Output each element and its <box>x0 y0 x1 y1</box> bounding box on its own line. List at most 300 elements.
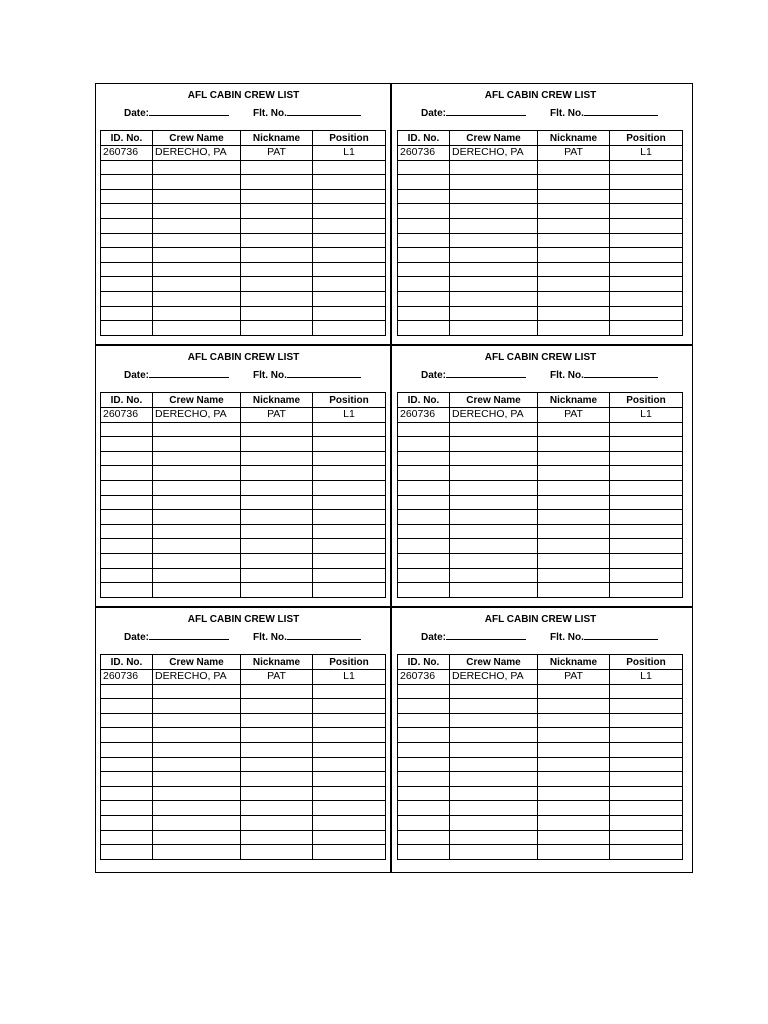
date-field[interactable] <box>421 105 526 119</box>
cell-crew-name[interactable] <box>450 713 538 728</box>
cell-nickname[interactable] <box>538 277 610 292</box>
cell-position[interactable] <box>610 772 683 787</box>
cell-crew-name[interactable] <box>153 830 241 845</box>
date-field[interactable] <box>421 629 526 643</box>
cell-id-no[interactable] <box>101 684 153 699</box>
cell-id-no[interactable] <box>398 277 450 292</box>
cell-position[interactable] <box>313 480 386 495</box>
cell-position[interactable] <box>313 466 386 481</box>
cell-id-no[interactable] <box>398 204 450 219</box>
cell-nickname[interactable] <box>538 233 610 248</box>
cell-nickname[interactable] <box>538 815 610 830</box>
cell-id-no[interactable] <box>398 801 450 816</box>
cell-id-no[interactable] <box>101 233 153 248</box>
cell-crew-name[interactable] <box>450 466 538 481</box>
cell-crew-name[interactable] <box>153 204 241 219</box>
cell-crew-name[interactable] <box>450 189 538 204</box>
date-blank-line[interactable] <box>446 629 526 640</box>
cell-nickname[interactable] <box>241 684 313 699</box>
cell-position[interactable] <box>313 291 386 306</box>
cell-id-no[interactable] <box>398 262 450 277</box>
cell-position[interactable] <box>313 713 386 728</box>
cell-id-no[interactable] <box>398 451 450 466</box>
cell-id-no[interactable] <box>101 480 153 495</box>
cell-id-no[interactable] <box>398 728 450 743</box>
date-blank-line[interactable] <box>149 105 229 116</box>
cell-nickname[interactable] <box>241 524 313 539</box>
cell-crew-name[interactable] <box>450 175 538 190</box>
cell-position[interactable] <box>313 742 386 757</box>
cell-nickname[interactable] <box>241 583 313 598</box>
cell-id-no[interactable] <box>398 291 450 306</box>
date-blank-line[interactable] <box>446 367 526 378</box>
cell-crew-name[interactable] <box>450 248 538 263</box>
cell-position[interactable] <box>313 830 386 845</box>
cell-id-no[interactable] <box>398 772 450 787</box>
cell-crew-name[interactable] <box>153 218 241 233</box>
cell-crew-name[interactable] <box>153 233 241 248</box>
cell-id-no[interactable] <box>398 553 450 568</box>
cell-id-no[interactable] <box>398 684 450 699</box>
flight-number-field[interactable] <box>550 629 658 643</box>
cell-nickname[interactable] <box>538 845 610 860</box>
cell-crew-name[interactable] <box>450 583 538 598</box>
cell-id-no[interactable] <box>101 583 153 598</box>
cell-nickname[interactable] <box>241 321 313 336</box>
cell-crew-name[interactable] <box>450 160 538 175</box>
flight-number-field[interactable] <box>253 629 361 643</box>
cell-id-no[interactable]: 260736 <box>398 146 450 161</box>
cell-crew-name[interactable] <box>153 786 241 801</box>
cell-nickname[interactable] <box>241 175 313 190</box>
cell-nickname[interactable] <box>241 801 313 816</box>
cell-id-no[interactable] <box>101 321 153 336</box>
cell-position[interactable] <box>313 321 386 336</box>
cell-position[interactable] <box>313 160 386 175</box>
cell-crew-name[interactable] <box>450 204 538 219</box>
cell-id-no[interactable] <box>398 845 450 860</box>
cell-position[interactable] <box>313 495 386 510</box>
cell-id-no[interactable]: 260736 <box>101 408 153 423</box>
cell-position[interactable] <box>313 553 386 568</box>
cell-crew-name[interactable] <box>450 553 538 568</box>
cell-id-no[interactable] <box>101 568 153 583</box>
cell-crew-name[interactable] <box>153 524 241 539</box>
cell-position[interactable] <box>313 815 386 830</box>
cell-crew-name[interactable] <box>450 422 538 437</box>
cell-position[interactable] <box>610 189 683 204</box>
cell-position[interactable] <box>313 262 386 277</box>
cell-id-no[interactable] <box>398 568 450 583</box>
cell-crew-name[interactable] <box>450 233 538 248</box>
cell-crew-name[interactable]: DERECHO, PA <box>153 146 241 161</box>
cell-id-no[interactable] <box>101 291 153 306</box>
cell-crew-name[interactable] <box>450 451 538 466</box>
cell-nickname[interactable] <box>538 189 610 204</box>
cell-crew-name[interactable] <box>153 175 241 190</box>
cell-nickname[interactable] <box>241 830 313 845</box>
cell-nickname[interactable] <box>538 772 610 787</box>
cell-crew-name[interactable] <box>153 248 241 263</box>
cell-id-no[interactable] <box>101 786 153 801</box>
cell-nickname[interactable] <box>538 262 610 277</box>
cell-crew-name[interactable] <box>450 830 538 845</box>
cell-crew-name[interactable] <box>153 160 241 175</box>
cell-crew-name[interactable] <box>450 742 538 757</box>
cell-position[interactable] <box>610 553 683 568</box>
flight-number-field[interactable] <box>253 367 361 381</box>
date-field[interactable] <box>124 367 229 381</box>
cell-position[interactable] <box>610 568 683 583</box>
cell-crew-name[interactable] <box>450 510 538 525</box>
cell-nickname[interactable] <box>241 277 313 292</box>
cell-crew-name[interactable] <box>450 218 538 233</box>
cell-nickname[interactable] <box>538 437 610 452</box>
cell-id-no[interactable] <box>398 524 450 539</box>
cell-id-no[interactable] <box>101 728 153 743</box>
cell-nickname[interactable] <box>241 422 313 437</box>
cell-id-no[interactable]: 260736 <box>398 408 450 423</box>
cell-position[interactable] <box>313 422 386 437</box>
cell-id-no[interactable] <box>101 772 153 787</box>
cell-nickname[interactable] <box>241 699 313 714</box>
cell-id-no[interactable] <box>101 815 153 830</box>
cell-position[interactable] <box>610 451 683 466</box>
cell-position[interactable] <box>610 233 683 248</box>
cell-nickname[interactable] <box>538 510 610 525</box>
cell-nickname[interactable] <box>241 815 313 830</box>
cell-crew-name[interactable] <box>450 277 538 292</box>
cell-id-no[interactable] <box>101 699 153 714</box>
cell-position[interactable] <box>313 786 386 801</box>
cell-crew-name[interactable] <box>450 815 538 830</box>
cell-position[interactable] <box>610 684 683 699</box>
cell-crew-name[interactable] <box>450 321 538 336</box>
cell-crew-name[interactable]: DERECHO, PA <box>450 146 538 161</box>
cell-position[interactable] <box>313 204 386 219</box>
cell-nickname[interactable] <box>538 539 610 554</box>
cell-id-no[interactable] <box>398 160 450 175</box>
cell-nickname[interactable] <box>241 772 313 787</box>
cell-nickname[interactable] <box>241 495 313 510</box>
cell-position[interactable] <box>313 277 386 292</box>
cell-position[interactable] <box>610 291 683 306</box>
cell-crew-name[interactable] <box>153 684 241 699</box>
cell-nickname[interactable] <box>241 248 313 263</box>
cell-crew-name[interactable]: DERECHO, PA <box>153 408 241 423</box>
cell-id-no[interactable] <box>398 539 450 554</box>
cell-crew-name[interactable] <box>153 583 241 598</box>
cell-position[interactable] <box>610 321 683 336</box>
cell-id-no[interactable] <box>398 248 450 263</box>
cell-id-no[interactable] <box>101 713 153 728</box>
cell-crew-name[interactable] <box>153 713 241 728</box>
cell-id-no[interactable] <box>101 204 153 219</box>
cell-nickname[interactable] <box>241 510 313 525</box>
cell-crew-name[interactable] <box>450 568 538 583</box>
cell-id-no[interactable] <box>101 742 153 757</box>
cell-crew-name[interactable] <box>450 524 538 539</box>
cell-nickname[interactable] <box>538 480 610 495</box>
cell-id-no[interactable] <box>398 830 450 845</box>
cell-nickname[interactable]: PAT <box>538 408 610 423</box>
flight-number-field[interactable] <box>253 105 361 119</box>
cell-position[interactable]: L1 <box>313 408 386 423</box>
cell-id-no[interactable] <box>101 845 153 860</box>
cell-position[interactable] <box>610 801 683 816</box>
cell-position[interactable] <box>610 277 683 292</box>
cell-id-no[interactable] <box>101 218 153 233</box>
cell-crew-name[interactable] <box>153 422 241 437</box>
cell-nickname[interactable] <box>538 568 610 583</box>
cell-nickname[interactable] <box>538 495 610 510</box>
cell-id-no[interactable] <box>101 553 153 568</box>
cell-nickname[interactable] <box>538 553 610 568</box>
cell-nickname[interactable] <box>538 742 610 757</box>
cell-position[interactable] <box>313 568 386 583</box>
cell-crew-name[interactable] <box>153 189 241 204</box>
cell-position[interactable] <box>313 845 386 860</box>
cell-position[interactable] <box>313 524 386 539</box>
cell-nickname[interactable]: PAT <box>241 408 313 423</box>
cell-nickname[interactable] <box>241 437 313 452</box>
cell-id-no[interactable] <box>398 437 450 452</box>
cell-position[interactable] <box>610 306 683 321</box>
cell-crew-name[interactable] <box>153 742 241 757</box>
cell-nickname[interactable] <box>538 684 610 699</box>
cell-nickname[interactable] <box>241 204 313 219</box>
cell-position[interactable] <box>610 815 683 830</box>
cell-position[interactable] <box>610 728 683 743</box>
cell-id-no[interactable] <box>101 466 153 481</box>
cell-id-no[interactable] <box>398 189 450 204</box>
date-field[interactable] <box>421 367 526 381</box>
cell-nickname[interactable] <box>538 160 610 175</box>
cell-crew-name[interactable] <box>153 495 241 510</box>
cell-position[interactable] <box>610 495 683 510</box>
cell-crew-name[interactable] <box>153 480 241 495</box>
cell-nickname[interactable] <box>241 568 313 583</box>
cell-crew-name[interactable] <box>450 728 538 743</box>
cell-crew-name[interactable] <box>450 699 538 714</box>
cell-crew-name[interactable] <box>153 553 241 568</box>
cell-position[interactable] <box>610 757 683 772</box>
cell-crew-name[interactable] <box>153 437 241 452</box>
cell-position[interactable] <box>610 466 683 481</box>
cell-id-no[interactable] <box>101 277 153 292</box>
cell-nickname[interactable] <box>538 422 610 437</box>
cell-position[interactable] <box>313 772 386 787</box>
cell-id-no[interactable]: 260736 <box>101 146 153 161</box>
cell-crew-name[interactable] <box>153 568 241 583</box>
cell-nickname[interactable] <box>241 218 313 233</box>
flight-number-field[interactable] <box>550 367 658 381</box>
cell-crew-name[interactable] <box>153 757 241 772</box>
cell-position[interactable] <box>313 757 386 772</box>
cell-id-no[interactable] <box>398 306 450 321</box>
cell-position[interactable] <box>313 437 386 452</box>
cell-id-no[interactable] <box>398 699 450 714</box>
cell-id-no[interactable] <box>101 830 153 845</box>
cell-id-no[interactable] <box>101 306 153 321</box>
cell-id-no[interactable] <box>398 713 450 728</box>
cell-crew-name[interactable] <box>153 451 241 466</box>
cell-nickname[interactable] <box>538 306 610 321</box>
cell-id-no[interactable] <box>101 524 153 539</box>
date-blank-line[interactable] <box>446 105 526 116</box>
cell-position[interactable] <box>610 218 683 233</box>
cell-position[interactable] <box>610 510 683 525</box>
cell-id-no[interactable] <box>398 583 450 598</box>
cell-nickname[interactable]: PAT <box>538 146 610 161</box>
cell-nickname[interactable] <box>241 845 313 860</box>
cell-crew-name[interactable]: DERECHO, PA <box>153 670 241 685</box>
cell-position[interactable]: L1 <box>610 670 683 685</box>
cell-position[interactable] <box>313 189 386 204</box>
cell-id-no[interactable] <box>101 175 153 190</box>
cell-crew-name[interactable] <box>153 262 241 277</box>
cell-nickname[interactable] <box>538 830 610 845</box>
cell-nickname[interactable] <box>241 262 313 277</box>
cell-nickname[interactable] <box>241 786 313 801</box>
cell-position[interactable] <box>610 583 683 598</box>
cell-position[interactable] <box>313 684 386 699</box>
cell-crew-name[interactable] <box>450 757 538 772</box>
flight-number-blank-line[interactable] <box>287 629 361 640</box>
cell-nickname[interactable] <box>241 728 313 743</box>
cell-nickname[interactable] <box>538 451 610 466</box>
cell-nickname[interactable] <box>241 466 313 481</box>
date-field[interactable] <box>124 629 229 643</box>
cell-nickname[interactable] <box>538 248 610 263</box>
cell-nickname[interactable] <box>241 713 313 728</box>
cell-nickname[interactable] <box>538 524 610 539</box>
cell-position[interactable] <box>610 262 683 277</box>
cell-position[interactable] <box>610 480 683 495</box>
cell-position[interactable] <box>610 248 683 263</box>
cell-id-no[interactable] <box>398 786 450 801</box>
cell-nickname[interactable] <box>241 742 313 757</box>
cell-position[interactable] <box>610 422 683 437</box>
cell-nickname[interactable] <box>241 480 313 495</box>
cell-id-no[interactable] <box>101 495 153 510</box>
cell-crew-name[interactable] <box>450 801 538 816</box>
cell-position[interactable] <box>313 801 386 816</box>
cell-id-no[interactable] <box>398 815 450 830</box>
cell-crew-name[interactable] <box>450 684 538 699</box>
cell-crew-name[interactable] <box>450 786 538 801</box>
cell-id-no[interactable] <box>101 451 153 466</box>
cell-nickname[interactable] <box>241 539 313 554</box>
cell-id-no[interactable] <box>398 175 450 190</box>
cell-crew-name[interactable] <box>153 728 241 743</box>
cell-nickname[interactable] <box>538 466 610 481</box>
cell-nickname[interactable] <box>241 757 313 772</box>
cell-nickname[interactable] <box>538 291 610 306</box>
cell-id-no[interactable] <box>398 233 450 248</box>
cell-id-no[interactable] <box>101 262 153 277</box>
cell-position[interactable] <box>610 830 683 845</box>
date-field[interactable] <box>124 105 229 119</box>
cell-position[interactable]: L1 <box>610 146 683 161</box>
cell-nickname[interactable] <box>538 713 610 728</box>
cell-crew-name[interactable] <box>153 801 241 816</box>
cell-crew-name[interactable] <box>153 321 241 336</box>
cell-id-no[interactable] <box>101 757 153 772</box>
cell-id-no[interactable] <box>101 539 153 554</box>
cell-position[interactable] <box>610 713 683 728</box>
cell-id-no[interactable] <box>398 742 450 757</box>
cell-position[interactable]: L1 <box>313 146 386 161</box>
cell-nickname[interactable] <box>538 204 610 219</box>
cell-crew-name[interactable] <box>450 480 538 495</box>
cell-nickname[interactable] <box>241 291 313 306</box>
cell-crew-name[interactable] <box>450 845 538 860</box>
cell-position[interactable] <box>610 699 683 714</box>
cell-id-no[interactable] <box>101 189 153 204</box>
cell-position[interactable]: L1 <box>313 670 386 685</box>
cell-nickname[interactable] <box>241 189 313 204</box>
flight-number-blank-line[interactable] <box>287 367 361 378</box>
cell-nickname[interactable] <box>241 553 313 568</box>
flight-number-blank-line[interactable] <box>584 367 658 378</box>
cell-nickname[interactable] <box>538 583 610 598</box>
cell-position[interactable] <box>313 218 386 233</box>
cell-nickname[interactable] <box>241 233 313 248</box>
cell-crew-name[interactable] <box>450 772 538 787</box>
flight-number-blank-line[interactable] <box>584 105 658 116</box>
cell-position[interactable] <box>610 742 683 757</box>
cell-nickname[interactable] <box>241 306 313 321</box>
cell-position[interactable] <box>610 204 683 219</box>
cell-nickname[interactable] <box>538 728 610 743</box>
cell-nickname[interactable]: PAT <box>538 670 610 685</box>
cell-id-no[interactable] <box>398 495 450 510</box>
cell-position[interactable] <box>313 248 386 263</box>
cell-crew-name[interactable] <box>450 539 538 554</box>
cell-id-no[interactable] <box>398 480 450 495</box>
cell-crew-name[interactable] <box>153 772 241 787</box>
cell-position[interactable] <box>313 728 386 743</box>
cell-position[interactable] <box>313 451 386 466</box>
cell-position[interactable]: L1 <box>610 408 683 423</box>
cell-crew-name[interactable] <box>450 437 538 452</box>
cell-crew-name[interactable] <box>153 699 241 714</box>
cell-crew-name[interactable] <box>450 495 538 510</box>
cell-crew-name[interactable]: DERECHO, PA <box>450 408 538 423</box>
cell-nickname[interactable] <box>538 786 610 801</box>
cell-crew-name[interactable] <box>153 510 241 525</box>
cell-nickname[interactable]: PAT <box>241 146 313 161</box>
date-blank-line[interactable] <box>149 367 229 378</box>
cell-crew-name[interactable] <box>450 262 538 277</box>
cell-position[interactable] <box>313 583 386 598</box>
cell-id-no[interactable] <box>398 466 450 481</box>
cell-crew-name[interactable] <box>153 277 241 292</box>
cell-nickname[interactable] <box>241 160 313 175</box>
cell-nickname[interactable] <box>538 321 610 336</box>
cell-position[interactable] <box>610 524 683 539</box>
cell-crew-name[interactable] <box>153 291 241 306</box>
cell-id-no[interactable] <box>101 510 153 525</box>
cell-id-no[interactable] <box>101 801 153 816</box>
cell-crew-name[interactable] <box>153 539 241 554</box>
cell-position[interactable] <box>610 437 683 452</box>
cell-crew-name[interactable] <box>153 845 241 860</box>
flight-number-blank-line[interactable] <box>584 629 658 640</box>
cell-id-no[interactable] <box>398 510 450 525</box>
cell-id-no[interactable] <box>101 248 153 263</box>
